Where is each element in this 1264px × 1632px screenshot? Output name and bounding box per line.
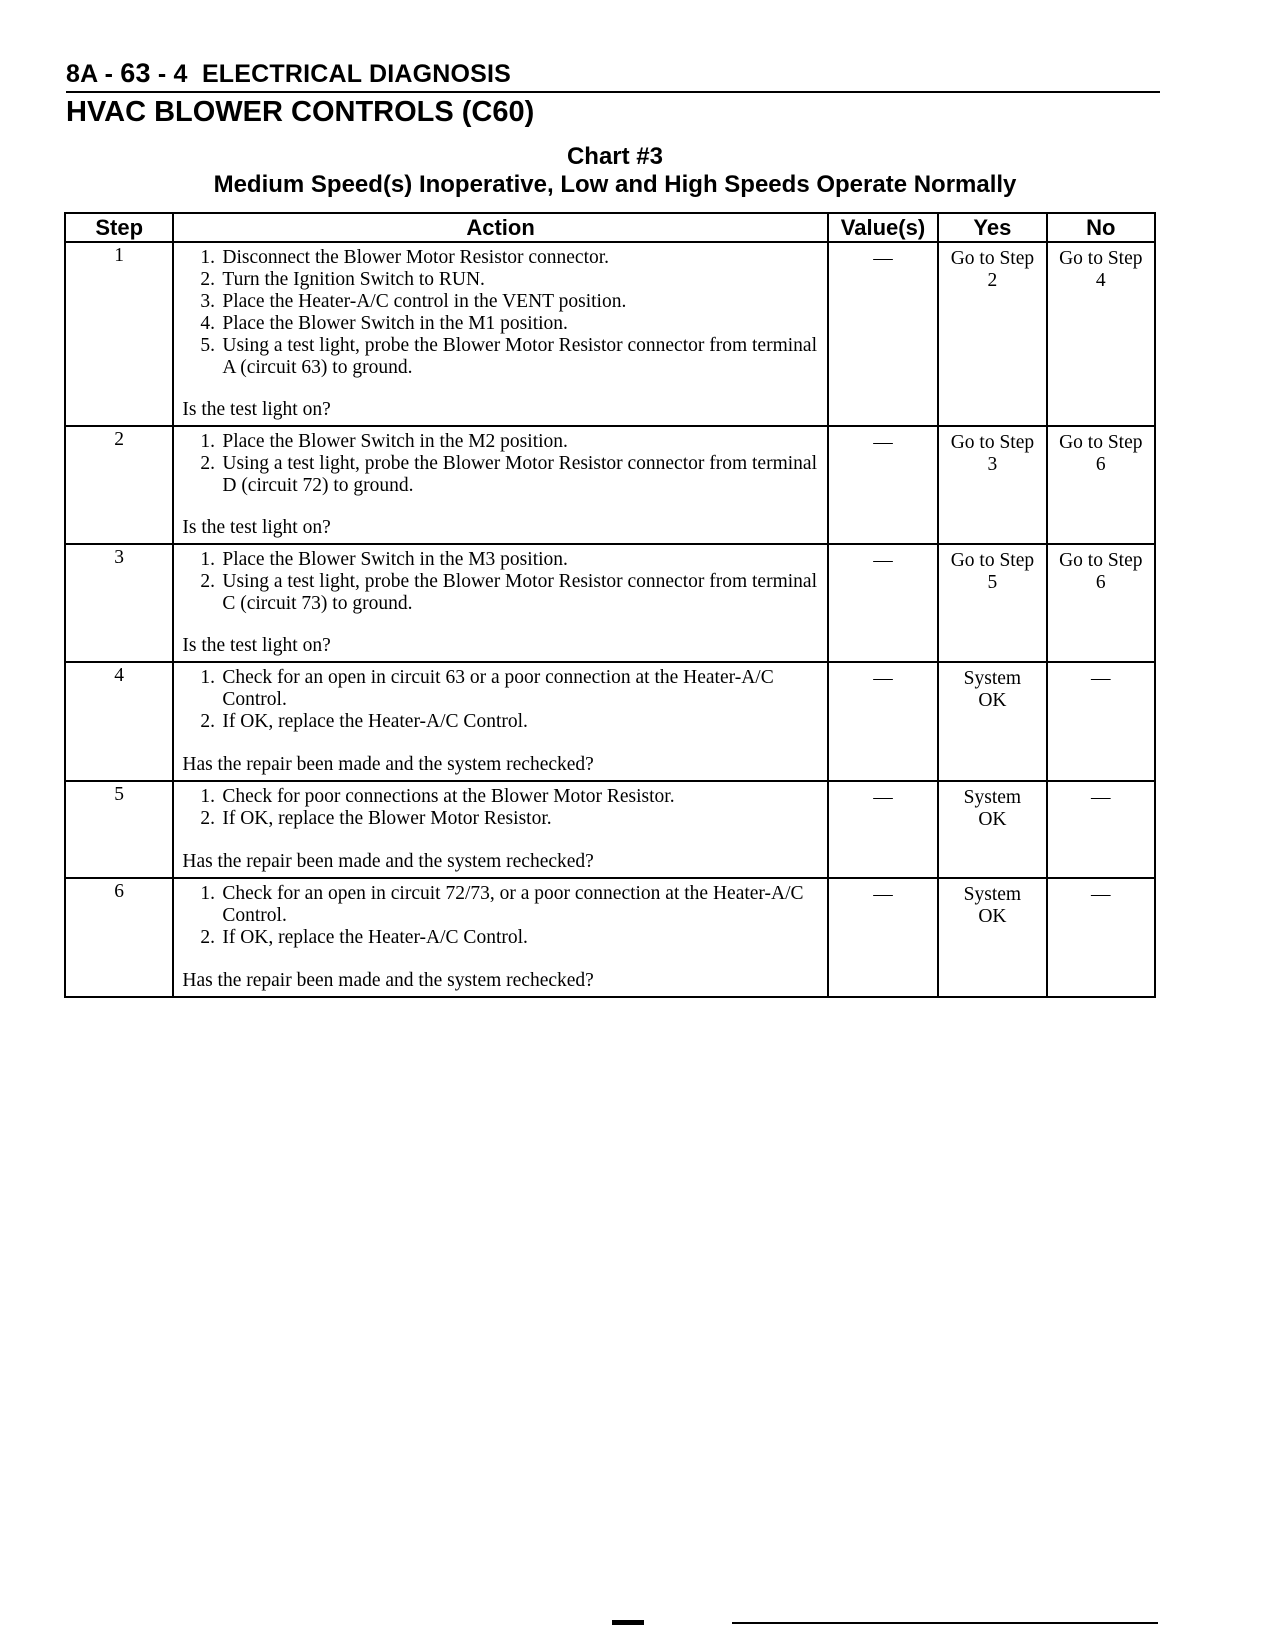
step-number: 2: [65, 426, 173, 544]
action-item: 2. If OK, replace the Heater-A/C Control.: [200, 927, 528, 948]
step-number: 6: [65, 878, 173, 997]
column-header-no: No: [1047, 213, 1155, 242]
step-number: 4: [65, 662, 173, 781]
table-row: [65, 878, 1155, 997]
action-cell: [173, 878, 827, 997]
no-cell: —: [1047, 878, 1155, 997]
action-item: 1. Disconnect the Blower Motor Resistor connector.: [200, 247, 610, 268]
chart-subtitle: Medium Speed(s) Inoperative, Low and High Speeds Operate Normally: [213, 171, 1017, 198]
action-list: [182, 431, 818, 497]
value-cell: —: [828, 242, 938, 426]
action-item: 2. Turn the Ignition Switch to RUN.: [200, 269, 485, 290]
table-row: [65, 781, 1155, 878]
action-cell: [173, 242, 827, 426]
action-item: 4. Place the Blower Switch in the M1 position.: [200, 313, 568, 334]
action-cell: [173, 426, 827, 544]
value-cell: —: [828, 878, 938, 997]
footer-mark: [612, 1620, 644, 1625]
action-cell: [173, 662, 827, 781]
table-header-row: [65, 213, 1155, 242]
yes-cell: Go to Step 3: [938, 426, 1046, 544]
page-header: 8A - 63 - 4 ELECTRICAL DIAGNOSIS: [66, 58, 512, 88]
page-number: 4: [173, 60, 188, 88]
no-cell: —: [1047, 662, 1155, 781]
no-cell: Go to Step 6: [1047, 426, 1155, 544]
action-question: Has the repair been made and the system rechecked?: [182, 970, 594, 991]
value-cell: —: [828, 544, 938, 662]
action-item: 2. Using a test light, probe the Blower Motor Resistor connector from terminal D (circuit 72) to ground.: [200, 453, 817, 496]
action-item: 1. Check for poor connections at the Blower Motor Resistor.: [200, 786, 675, 807]
yes-cell: System OK: [938, 878, 1046, 997]
manual-section: ELECTRICAL DIAGNOSIS: [201, 60, 512, 88]
action-item: 1. Check for an open in circuit 63 or a poor connection at the Heater-A/C Control.: [200, 667, 774, 710]
action-question: Is the test light on?: [182, 635, 331, 656]
table-row: [65, 242, 1155, 426]
value-cell: —: [828, 662, 938, 781]
action-item: 2. If OK, replace the Blower Motor Resistor.: [200, 808, 552, 829]
yes-cell: System OK: [938, 662, 1046, 781]
action-item: 1. Check for an open in circuit 72/73, or a poor connection at the Heater-A/C Control.: [200, 883, 804, 926]
action-list: [182, 883, 818, 949]
value-cell: —: [828, 781, 938, 878]
action-question: Is the test light on?: [182, 517, 331, 538]
header-rule: [66, 91, 1160, 93]
action-list: [182, 667, 818, 733]
step-number: 5: [65, 781, 173, 878]
table-row: [65, 662, 1155, 781]
column-header-yes: Yes: [938, 213, 1046, 242]
action-item: 2. Using a test light, probe the Blower Motor Resistor connector from terminal C (circuit 73) to ground.: [200, 571, 817, 614]
action-item: 1. Place the Blower Switch in the M3 position.: [200, 549, 568, 570]
section-code: 8A: [66, 60, 98, 88]
action-cell: [173, 781, 827, 878]
table-row: [65, 426, 1155, 544]
action-question: Has the repair been made and the system rechecked?: [182, 754, 594, 775]
step-number: 3: [65, 544, 173, 662]
footer-rule: [732, 1622, 1158, 1624]
action-list: [182, 247, 818, 379]
action-question: Is the test light on?: [182, 399, 331, 420]
chart-number: Chart #3: [566, 143, 664, 170]
table-row: [65, 544, 1155, 662]
action-list: [182, 549, 818, 615]
action-item: 3. Place the Heater-A/C control in the VENT position.: [200, 291, 627, 312]
yes-cell: Go to Step 5: [938, 544, 1046, 662]
action-question: Has the repair been made and the system rechecked?: [182, 851, 594, 872]
no-cell: Go to Step 4: [1047, 242, 1155, 426]
yes-cell: Go to Step 2: [938, 242, 1046, 426]
action-item: 1. Place the Blower Switch in the M2 position.: [200, 431, 568, 452]
page-title: HVAC BLOWER CONTROLS (C60): [66, 96, 535, 128]
step-number: 1: [65, 242, 173, 426]
column-header-step: Step: [65, 213, 173, 242]
column-header-values: Value(s): [828, 213, 938, 242]
no-cell: —: [1047, 781, 1155, 878]
action-cell: [173, 544, 827, 662]
action-item: 2. If OK, replace the Heater-A/C Control.: [200, 711, 528, 732]
action-item: 5. Using a test light, probe the Blower Motor Resistor connector from terminal A (circuit 63) to ground.: [200, 335, 817, 378]
action-list: [182, 786, 818, 830]
page-part: 63: [120, 58, 151, 88]
no-cell: Go to Step 6: [1047, 544, 1155, 662]
value-cell: —: [828, 426, 938, 544]
diagnostic-chart-table: [64, 212, 1156, 998]
yes-cell: System OK: [938, 781, 1046, 878]
column-header-action: Action: [173, 213, 827, 242]
